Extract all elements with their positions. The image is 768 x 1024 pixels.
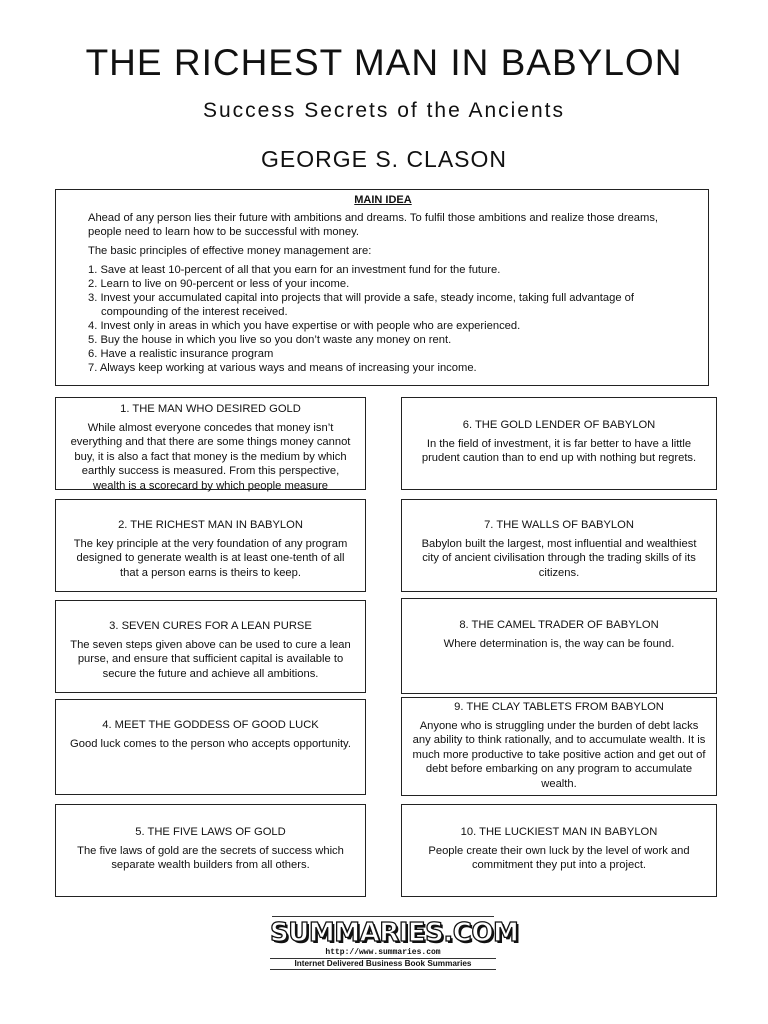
chapter-title: 2. THE RICHEST MAN IN BABYLON [118, 519, 303, 531]
principle-item: 3. Invest your accumulated capital into projects that will provide a safe, steady income, taking full advantage of compounding of the interest received. [88, 292, 635, 318]
book-author: GEORGE S. CLASON [260, 146, 508, 172]
chapter-text: Anyone who is struggling under the burden of debt lacks any ability to think rationally, and to accumulate wealth. It is much more productive to take positive action and get out of debt before embarking on any program to accumulate wealth. [412, 719, 706, 790]
chapter-card-3 [55, 600, 366, 693]
main-idea-heading: MAIN IDEA [354, 194, 412, 206]
principle-item: 6. Have a realistic insurance program [88, 348, 274, 360]
chapter-card-5 [55, 804, 366, 897]
principle-item: 5. Buy the house in which you live so you don’t waste any money on rent. [88, 334, 452, 346]
logo-wordmark: SUMMARIES.COM [270, 918, 519, 948]
chapter-text: The seven steps given above can be used to cure a lean purse, and ensure that sufficient capital is available to secure the future and achieve all ambitions. [70, 638, 351, 680]
chapter-text: Where determination is, the way can be found. [443, 637, 675, 650]
chapter-card-6 [401, 397, 717, 490]
chapter-card-9 [401, 697, 717, 796]
chapter-title: 1. THE MAN WHO DESIRED GOLD [120, 403, 301, 415]
main-idea-intro: Ahead of any person lies their future with ambitions and dreams. To fulfil those ambitions and realize those dreams, people need to learn how to be successful with money. [88, 212, 659, 238]
chapter-text: People create their own luck by the level of work and commitment they put into a project. [428, 844, 690, 871]
principle-item: 2. Learn to live on 90-percent or less of your income. [88, 278, 350, 290]
chapter-text: Babylon built the largest, most influential and wealthiest city of ancient civilisation through the trading skills of its citizens. [421, 537, 697, 579]
chapter-card-8 [401, 598, 717, 694]
logo-tagline: Internet Delivered Business Book Summaries [270, 958, 496, 970]
chapter-text: While almost everyone concedes that money isn’t everything and that there are some things money cannot buy, it is also a fact that money is the medium by which earthly success is measured. From this perspective, wealth is a scorecard by which people measure [70, 421, 351, 492]
logo-url: http://www.summaries.com [325, 948, 441, 957]
chapter-card-4 [55, 699, 366, 795]
chapter-card-2 [55, 499, 366, 592]
chapter-card-7 [401, 499, 717, 592]
chapter-text: Good luck comes to the person who accepts opportunity. [70, 737, 351, 750]
chapter-title: 8. THE CAMEL TRADER OF BABYLON [459, 619, 659, 631]
main-idea-box [55, 189, 709, 386]
summaries-logo [270, 916, 519, 970]
chapter-title: 7. THE WALLS OF BABYLON [484, 519, 634, 531]
book-subtitle: Success Secrets of the Ancients [203, 99, 565, 122]
chapter-title: 5. THE FIVE LAWS OF GOLD [135, 826, 286, 838]
chapter-card-1 [55, 397, 366, 490]
principle-item: 7. Always keep working at various ways and means of increasing your income. [88, 362, 477, 374]
main-idea-principles-lead: The basic principles of effective money management are: [88, 245, 372, 257]
principle-item: 1. Save at least 10-percent of all that you earn for an investment fund for the future. [88, 264, 501, 276]
chapter-title: 3. SEVEN CURES FOR A LEAN PURSE [109, 620, 312, 632]
chapter-title: 4. MEET THE GODDESS OF GOOD LUCK [102, 719, 319, 731]
principle-item: 4. Invest only in areas in which you have expertise or with people who are experienced. [88, 320, 521, 332]
principles-list [88, 263, 678, 375]
chapter-text: The five laws of gold are the secrets of success which separate wealth builders from all others. [77, 844, 344, 871]
chapter-title: 9. THE CLAY TABLETS FROM BABYLON [454, 701, 664, 713]
chapter-card-10 [401, 804, 717, 897]
chapter-text: In the field of investment, it is far better to have a little prudent caution than to end up with nothing but regrets. [421, 437, 697, 464]
logo-top-rule [272, 916, 494, 917]
chapter-title: 6. THE GOLD LENDER OF BABYLON [462, 419, 656, 431]
chapter-title: 10. THE LUCKIEST MAN IN BABYLON [460, 826, 658, 838]
chapter-text: The key principle at the very foundation of any program designed to generate wealth is at least one-tenth of all that a person earns is theirs to keep. [73, 537, 348, 579]
book-title: THE RICHEST MAN IN BABYLON [85, 42, 683, 83]
